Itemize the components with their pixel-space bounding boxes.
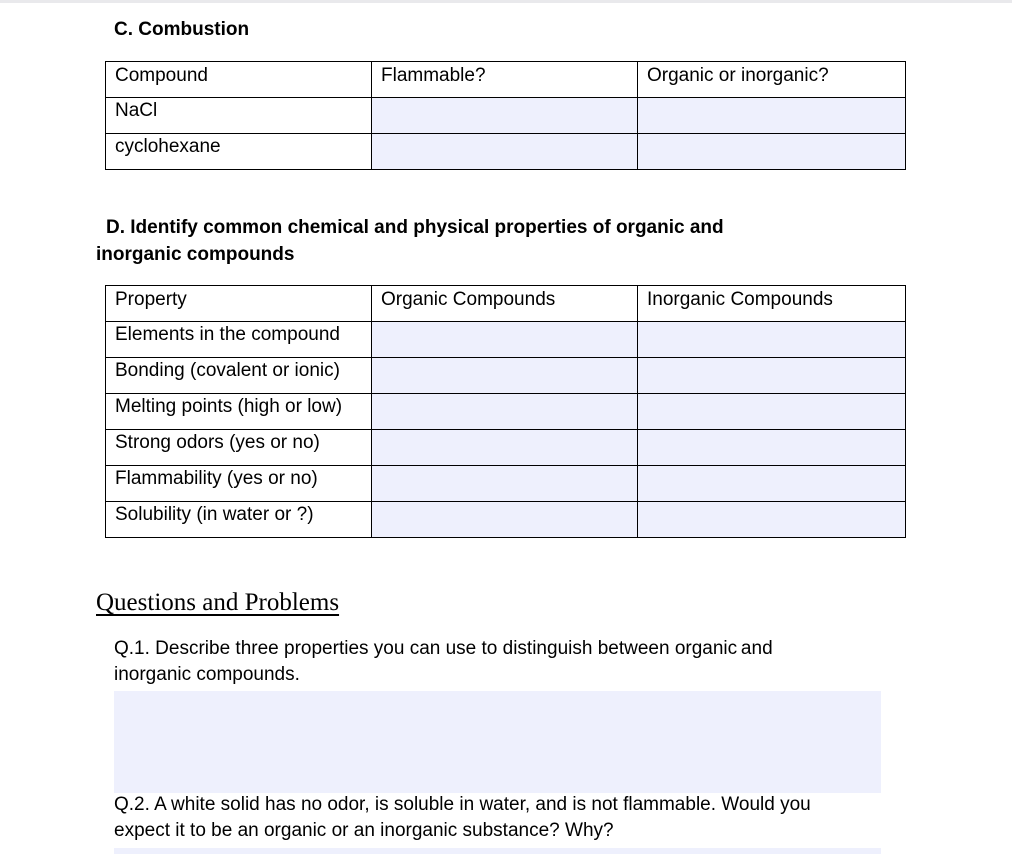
row-label-bonding: Bonding (covalent or ionic) xyxy=(106,358,372,394)
solubility-organic-field[interactable] xyxy=(372,502,638,538)
question-2-line2: expect it to be an organic or an inorganic substance? Why? xyxy=(114,820,614,841)
questions-title: Questions and Problems xyxy=(96,589,340,616)
nacl-flammable-field[interactable] xyxy=(372,98,638,134)
col-header-organic-inorganic: Organic or inorganic? xyxy=(638,62,906,98)
row-label-solubility: Solubility (in water or ?) xyxy=(106,502,372,538)
section-d-heading-line2: inorganic compounds xyxy=(96,244,295,265)
answer-1-field[interactable] xyxy=(114,691,881,793)
melting-inorganic-field[interactable] xyxy=(638,394,906,430)
row-label-nacl: NaCl xyxy=(106,98,372,134)
bonding-organic-field[interactable] xyxy=(372,358,638,394)
melting-organic-field[interactable] xyxy=(372,394,638,430)
odors-organic-field[interactable] xyxy=(372,430,638,466)
solubility-inorganic-field[interactable] xyxy=(638,502,906,538)
col-header-flammable: Flammable? xyxy=(372,62,638,98)
answer-2-field[interactable] xyxy=(114,848,881,854)
cyclohexane-organic-field[interactable] xyxy=(638,134,906,170)
nacl-organic-field[interactable] xyxy=(638,98,906,134)
flammability-organic-field[interactable] xyxy=(372,466,638,502)
col-header-organic: Organic Compounds xyxy=(372,286,638,322)
row-label-odors: Strong odors (yes or no) xyxy=(106,430,372,466)
combustion-table xyxy=(105,61,906,170)
cyclohexane-flammable-field[interactable] xyxy=(372,134,638,170)
flammability-inorganic-field[interactable] xyxy=(638,466,906,502)
question-2 xyxy=(114,792,894,844)
col-header-inorganic: Inorganic Compounds xyxy=(638,286,906,322)
row-label-flammability: Flammability (yes or no) xyxy=(106,466,372,502)
page-top-edge xyxy=(0,0,1012,3)
row-label-cyclohexane: cyclohexane xyxy=(106,134,372,170)
section-d-heading-line1: D. Identify common chemical and physical properties of organic and xyxy=(106,217,724,238)
col-header-property: Property xyxy=(106,286,372,322)
section-c-heading: C. Combustion xyxy=(114,19,250,40)
question-2-line1: Q.2. A white solid has no odor, is soluble in water, and is not flammable. Would you xyxy=(114,794,811,815)
bonding-inorganic-field[interactable] xyxy=(638,358,906,394)
question-1 xyxy=(114,636,894,688)
properties-table xyxy=(105,285,906,538)
elements-organic-field[interactable] xyxy=(372,322,638,358)
question-1-line1: Q.1. Describe three properties you can use to distinguish between organic and xyxy=(114,638,773,659)
question-1-line2: inorganic compounds. xyxy=(114,664,300,685)
elements-inorganic-field[interactable] xyxy=(638,322,906,358)
col-header-compound: Compound xyxy=(106,62,372,98)
odors-inorganic-field[interactable] xyxy=(638,430,906,466)
row-label-elements: Elements in the compound xyxy=(106,322,372,358)
row-label-melting-points: Melting points (high or low) xyxy=(106,394,372,430)
